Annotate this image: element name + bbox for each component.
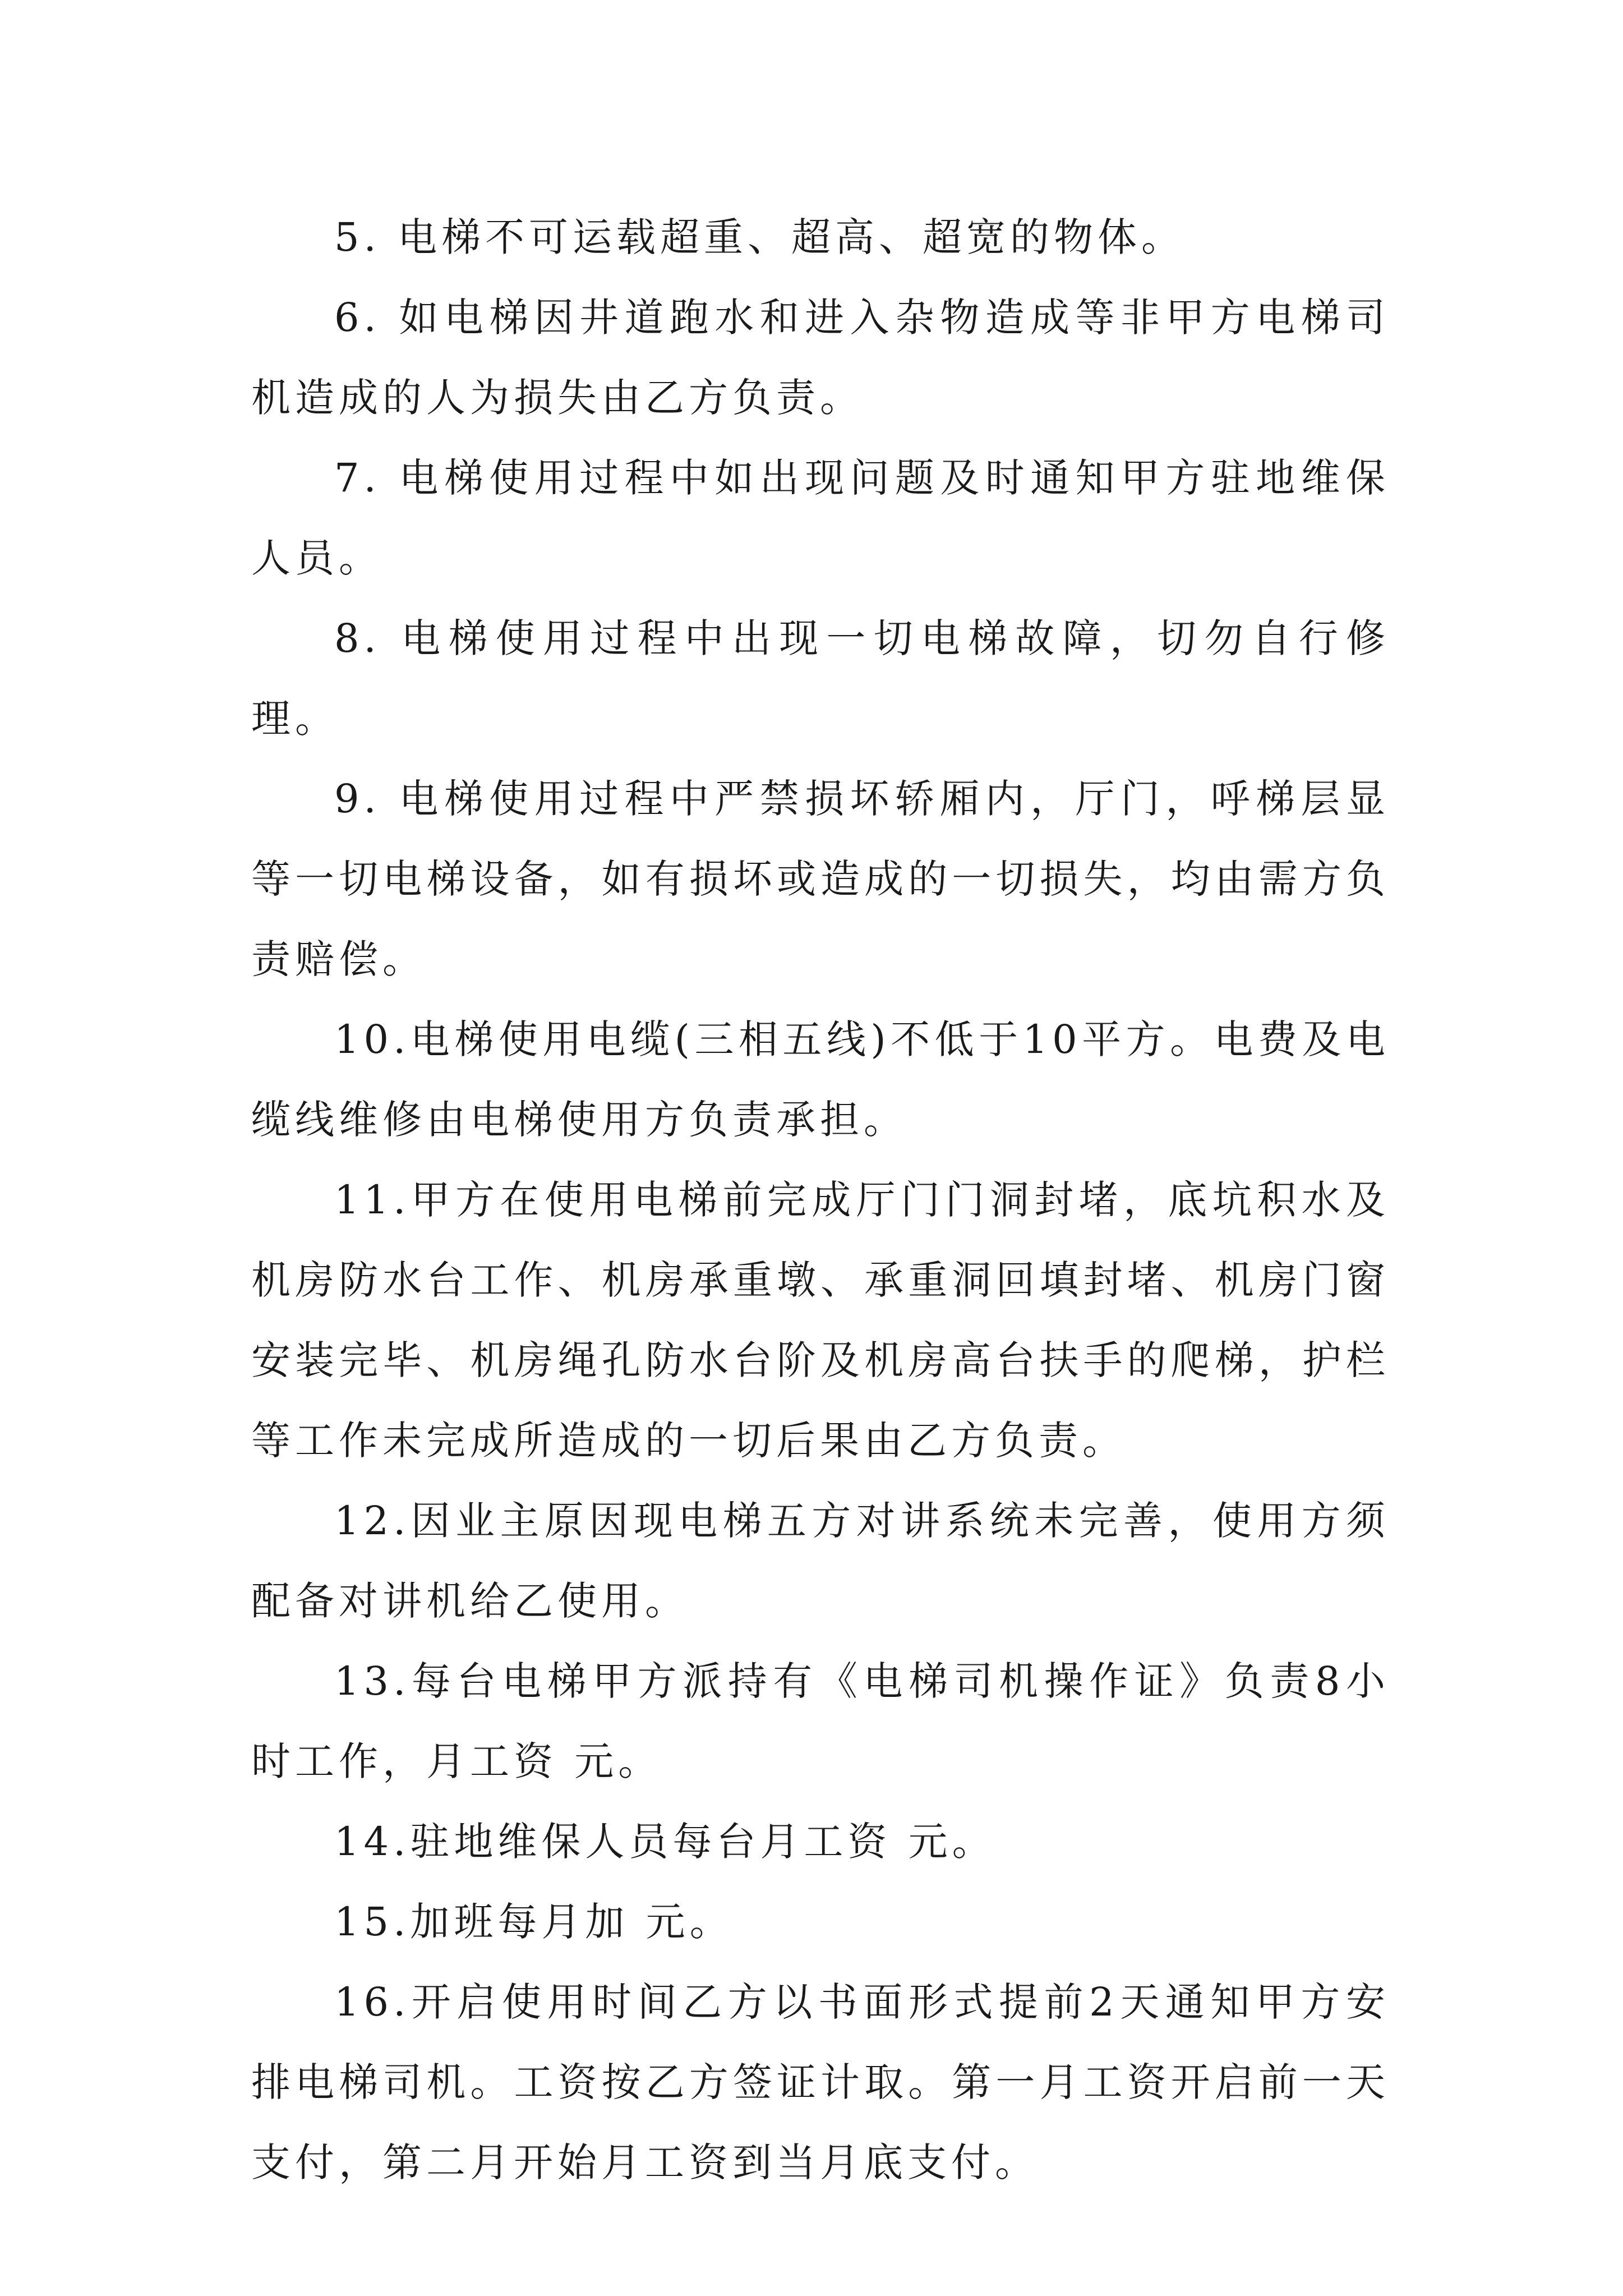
clause-text: 电梯使用电缆(三相五线)不低于10平方。电费及电缆线维修由电梯使用方负责承担。 xyxy=(251,1016,1390,1143)
clause-number: 9. xyxy=(334,776,381,822)
clause-number: 6. xyxy=(334,295,381,341)
clause-8 xyxy=(251,599,1390,759)
clause-text: 因业主原因现电梯五方对讲系统未完善，使用方须配备对讲机给乙使用。 xyxy=(251,1498,1390,1624)
clause-9 xyxy=(251,759,1390,1000)
clause-text: 电梯使用过程中严禁损坏轿厢内，厅门，呼梯层显等一切电梯设备，如有损坏或造成的一切损失，均由需方负责赔偿。 xyxy=(251,776,1390,982)
clause-13 xyxy=(251,1641,1390,1802)
clause-number: 14. xyxy=(334,1819,411,1865)
clause-12 xyxy=(251,1481,1390,1641)
clause-number: 11. xyxy=(334,1177,411,1223)
clause-text: 电梯使用过程中出现一切电梯故障，切勿自行修理。 xyxy=(251,615,1390,742)
clause-number: 5. xyxy=(334,214,381,260)
clause-5 xyxy=(251,197,1390,278)
clause-number: 8. xyxy=(334,615,381,661)
clause-number: 7. xyxy=(334,455,381,501)
document-page xyxy=(251,197,1390,2203)
clause-number: 12. xyxy=(334,1498,411,1544)
clause-text: 电梯不可运载超重、超高、超宽的物体。 xyxy=(398,214,1186,260)
clause-6 xyxy=(251,278,1390,438)
clause-15 xyxy=(251,1882,1390,1962)
clause-number: 16. xyxy=(334,1979,411,2025)
clause-text: 电梯使用过程中如出现问题及时通知甲方驻地维保人员。 xyxy=(251,455,1390,581)
clause-14 xyxy=(251,1802,1390,1882)
clause-text: 如电梯因井道跑水和进入杂物造成等非甲方电梯司机造成的人为损失由乙方负责。 xyxy=(251,295,1390,421)
clause-11 xyxy=(251,1160,1390,1481)
clause-7 xyxy=(251,438,1390,599)
clause-text: 甲方在使用电梯前完成厅门门洞封堵，底坑积水及机房防水台工作、机房承重墩、承重洞回填封堵、机房门窗安装完毕、机房绳孔防水台阶及机房高台扶手的爬梯，护栏等工作未完成所造成的一切后果由乙方负责。 xyxy=(251,1177,1390,1464)
clause-number: 13. xyxy=(334,1658,411,1704)
clause-text: 开启使用时间乙方以书面形式提前2天通知甲方安排电梯司机。工资按乙方签证计取。第一月工资开启前一天支付，第二月开始月工资到当月底支付。 xyxy=(251,1979,1390,2185)
clause-number: 10. xyxy=(334,1016,411,1062)
clause-text: 驻地维保人员每台月工资 元。 xyxy=(410,1819,996,1865)
clause-16 xyxy=(251,1962,1390,2203)
clause-text: 加班每月加 元。 xyxy=(410,1899,734,1945)
clause-number: 15. xyxy=(334,1899,411,1945)
clause-10 xyxy=(251,1000,1390,1160)
clause-text: 每台电梯甲方派持有《电梯司机操作证》负责8小时工作，月工资 元。 xyxy=(251,1658,1390,1784)
